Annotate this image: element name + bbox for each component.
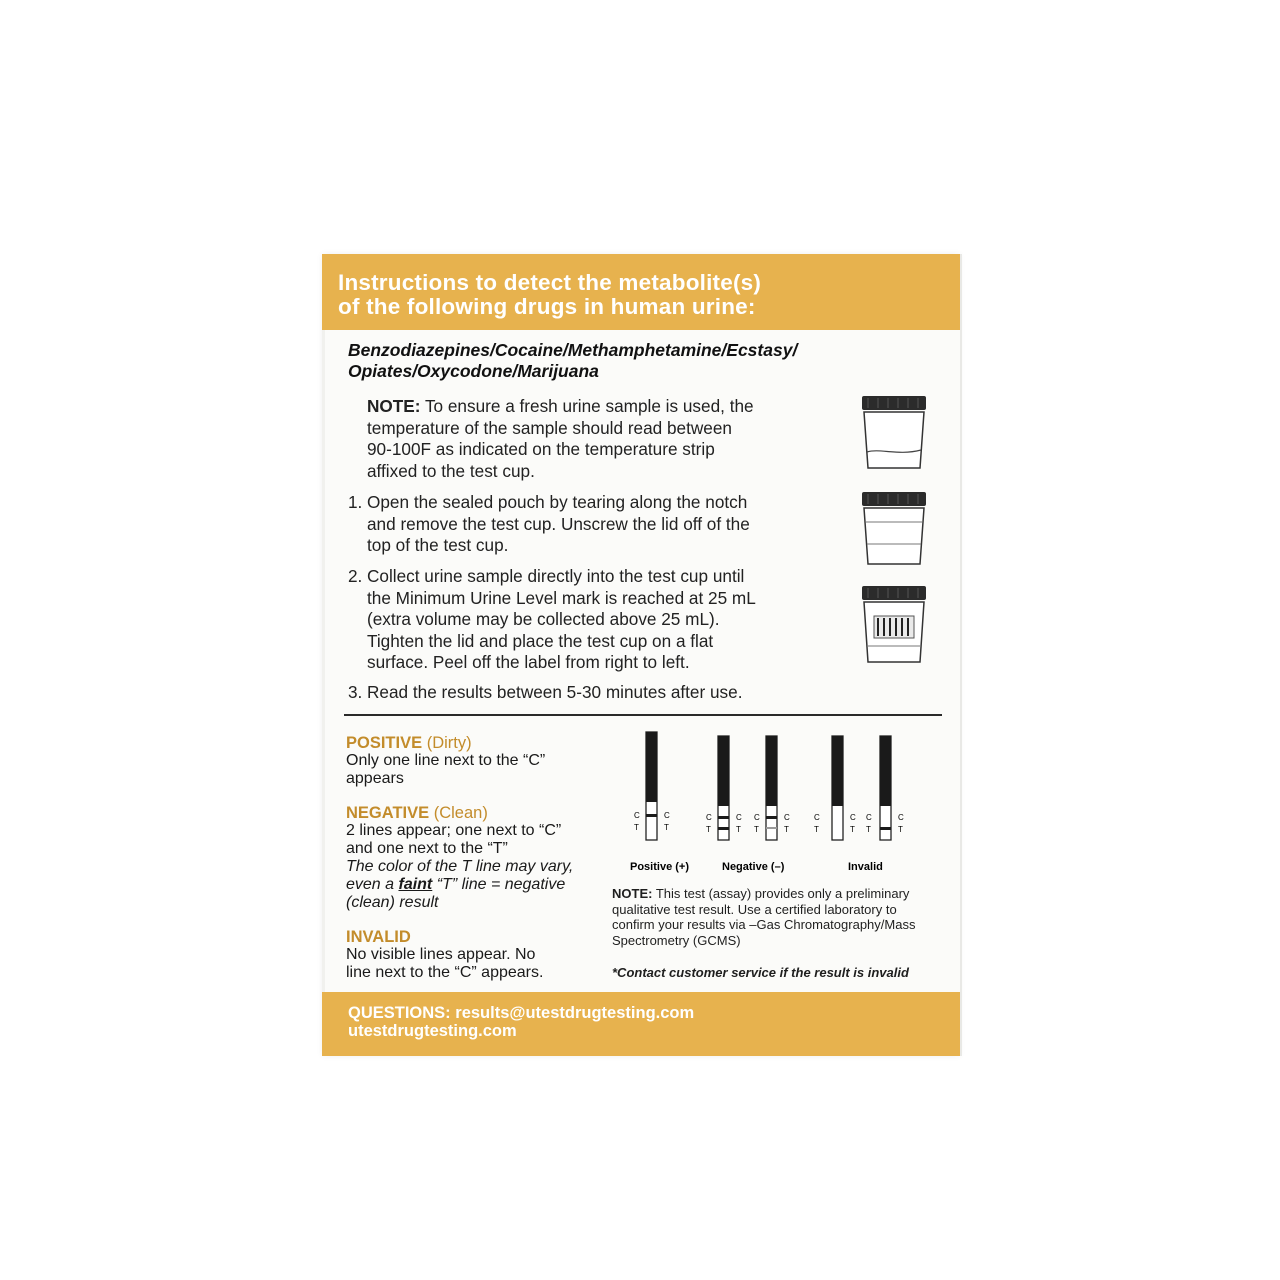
result-line: Only one line next to the “C” <box>346 752 546 769</box>
step-line: top of the test cup. <box>367 535 509 556</box>
note-line: 90-100F as indicated on the temperature strip <box>367 439 715 460</box>
header-band <box>322 254 960 330</box>
step-line: Collect urine sample directly into the test cup until <box>367 566 745 586</box>
t-label: T <box>754 825 759 834</box>
step-number: 1. <box>348 492 363 512</box>
result-line: 2 lines appear; one next to “C” <box>346 822 562 839</box>
step-line: the Minimum Urine Level mark is reached at 25 mL <box>367 587 756 608</box>
note-line: affixed to the test cup. <box>367 460 535 481</box>
step-line: Read the results between 5-30 minutes after use. <box>367 682 743 702</box>
c-label: C <box>814 813 820 822</box>
step-line: Open the sealed pouch by tearing along the notch <box>367 492 748 512</box>
c-label: C <box>850 813 856 822</box>
header-title <box>338 271 938 319</box>
lab-note <box>612 886 944 948</box>
c-label: C <box>866 813 872 822</box>
c-label: C <box>664 811 670 820</box>
box-edge <box>322 254 325 1056</box>
footer-band <box>322 992 960 1056</box>
footer-text <box>348 1004 694 1040</box>
questions-label: QUESTIONS: <box>348 1004 451 1022</box>
drug-list <box>348 340 948 382</box>
lab-note-line: This test (assay) provides only a preliminary <box>655 886 910 901</box>
invalid-result <box>346 928 596 982</box>
result-line: and one next to the “T” <box>346 840 508 857</box>
t-label: T <box>664 823 669 832</box>
t-label: T <box>634 823 639 832</box>
c-label: C <box>784 813 790 822</box>
drug-list-line: Opiates/Oxycodone/Marijuana <box>348 361 599 381</box>
support-email: results@utestdrugtesting.com <box>455 1004 695 1022</box>
t-label: T <box>850 825 855 834</box>
product-box <box>322 254 960 1056</box>
filled-cup-icon <box>858 584 930 668</box>
positive-result <box>346 734 596 788</box>
lab-note-label: NOTE: <box>612 886 653 901</box>
t-label: T <box>736 825 741 834</box>
t-label: T <box>866 825 871 834</box>
t-label: T <box>784 825 789 834</box>
result-italic-line: The color of the T line may vary, <box>346 858 574 875</box>
step-number: 2. <box>348 566 363 586</box>
negative-paren: (Clean) <box>433 804 488 822</box>
step-number: 3. <box>348 682 363 702</box>
strip-invalid <box>814 736 856 840</box>
strip-negative-faint <box>754 736 790 840</box>
positive-heading: POSITIVE <box>346 734 423 752</box>
c-label: C <box>634 811 640 820</box>
c-label: C <box>706 813 712 822</box>
result-strips-diagram <box>612 730 952 880</box>
note-line: temperature of the sample should read between <box>367 417 732 438</box>
result-italic-part: even a <box>346 876 399 893</box>
result-italic-part: “T” line = negative <box>432 876 566 893</box>
negative-result <box>346 804 596 912</box>
strip-invalid-t-only <box>866 736 904 840</box>
c-label: C <box>754 813 760 822</box>
invalid-heading: INVALID <box>346 928 411 946</box>
section-divider <box>344 714 942 716</box>
step-line: (extra volume may be collected above 25 mL). <box>367 609 720 630</box>
result-line: line next to the “C” appears. <box>346 964 544 981</box>
strip-positive <box>634 732 670 840</box>
step-line: surface. Peel off the label from right to left. <box>367 652 690 673</box>
t-label: T <box>814 825 819 834</box>
caption-invalid: Invalid <box>848 861 883 873</box>
t-label: T <box>706 825 711 834</box>
c-label: C <box>736 813 742 822</box>
urine-cup-icon <box>858 394 930 474</box>
caption-positive: Positive (+) <box>630 861 689 873</box>
note-label: NOTE: <box>367 396 421 416</box>
strip-negative <box>706 736 742 840</box>
result-line: No visible lines appear. No <box>346 946 536 963</box>
lab-note-line: qualitative test result. Use a certified laboratory to <box>612 901 897 917</box>
negative-heading: NEGATIVE <box>346 804 430 822</box>
c-label: C <box>898 813 904 822</box>
step-line: Tighten the lid and place the test cup on a flat <box>367 630 714 651</box>
step-line: and remove the test cup. Unscrew the lid off of the <box>367 513 750 534</box>
caption-negative: Negative (–) <box>722 861 785 873</box>
header-title-line: Instructions to detect the metabolite(s) <box>338 270 762 295</box>
note-line: To ensure a fresh urine sample is used, the <box>424 396 754 416</box>
lab-note-line: Spectrometry (GCMS) <box>612 932 741 948</box>
test-cup-icon <box>858 490 930 570</box>
website: utestdrugtesting.com <box>348 1022 517 1040</box>
result-line: appears <box>346 770 404 787</box>
drug-list-line: Benzodiazepines/Cocaine/Methamphetamine/Ecstasy/ <box>348 340 798 360</box>
header-title-line: of the following drugs in human urine: <box>338 294 756 319</box>
contact-note: *Contact customer service if the result is invalid <box>612 965 909 980</box>
lab-note-line: confirm your results via –Gas Chromatography/Mass <box>612 917 916 932</box>
positive-paren: (Dirty) <box>426 734 472 752</box>
result-italic-line: (clean) result <box>346 894 439 911</box>
t-label: T <box>898 825 903 834</box>
faint-emphasis: faint <box>398 876 433 893</box>
